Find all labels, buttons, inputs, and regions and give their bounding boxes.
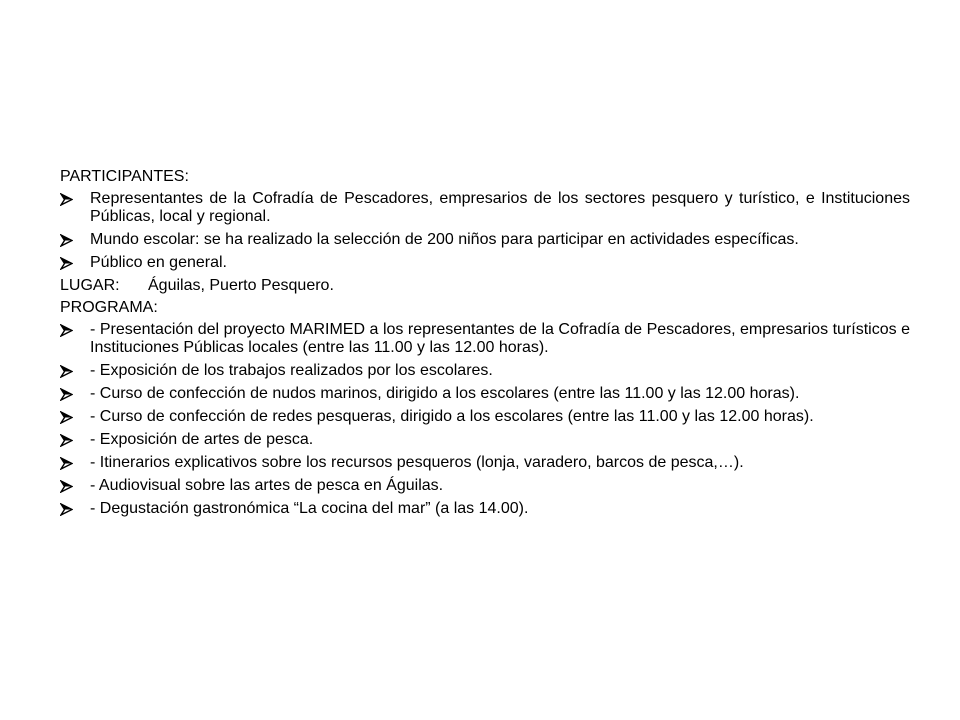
list-item-text: - Curso de confección de nudos marinos, dirigido a los escolares (entre las 11.00 y las 12.00 horas). [90,385,800,402]
program-list [60,321,910,518]
list-item [60,321,910,357]
arrowhead-bullet-icon [60,431,90,447]
list-item-text: - Exposición de artes de pesca. [90,431,314,448]
arrowhead-bullet-icon [60,321,90,337]
list-item [60,362,910,380]
arrowhead-bullet-icon [60,408,90,424]
arrowhead-bullet-icon [60,254,90,270]
arrowhead-bullet-icon [60,231,90,247]
arrowhead-bullet-icon [60,500,90,516]
list-item [60,231,910,249]
program-heading: PROGRAMA: [60,299,158,316]
list-item [60,454,910,472]
list-item-text: - Degustación gastronómica “La cocina del mar” (a las 14.00). [90,500,529,517]
list-item [60,408,910,426]
arrowhead-bullet-icon [60,190,90,206]
arrowhead-bullet-icon [60,477,90,493]
list-item [60,385,910,403]
location-label: LUGAR: [60,277,120,294]
slide-content [60,168,910,523]
participants-heading: PARTICIPANTES: [60,168,189,185]
arrowhead-bullet-icon [60,385,90,401]
list-item-text: - Itinerarios explicativos sobre los recursos pesqueros (lonja, varadero, barcos de pesca,…). [90,454,744,471]
participants-list [60,190,910,272]
location-value: Águilas, Puerto Pesquero. [148,277,334,294]
location-line [60,277,910,295]
list-item [60,254,910,272]
arrowhead-bullet-icon [60,454,90,470]
list-item [60,190,910,226]
list-item-text: Representantes de la Cofradía de Pescadores, empresarios de los sectores pesquero y turístico, e Instituciones Públicas, local y regional. [90,190,910,225]
list-item-text: - Presentación del proyecto MARIMED a los representantes de la Cofradía de Pescadores, empresarios turísticos e Instituciones Públicas locales (entre las 11.00 y las 12.00 horas). [90,321,910,356]
list-item-text: Público en general. [90,254,227,271]
list-item-text: - Audiovisual sobre las artes de pesca en Águilas. [90,477,444,494]
list-item [60,431,910,449]
list-item [60,500,910,518]
list-item-text: - Curso de confección de redes pesqueras, dirigido a los escolares (entre las 11.00 y las 12.00 horas). [90,408,814,425]
list-item-text: - Exposición de los trabajos realizados por los escolares. [90,362,493,379]
arrowhead-bullet-icon [60,362,90,378]
list-item-text: Mundo escolar: se ha realizado la selección de 200 niños para participar en actividades específicas. [90,231,799,248]
list-item [60,477,910,495]
